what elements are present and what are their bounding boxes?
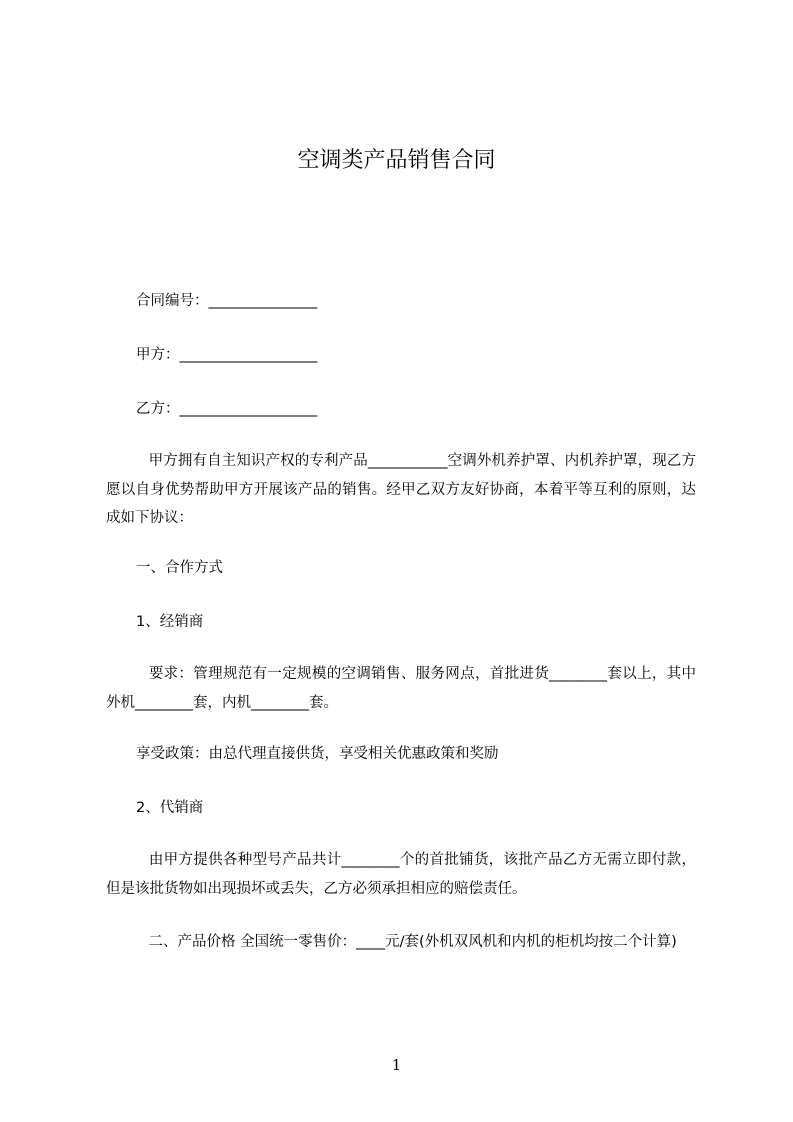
item-1-heading: 1、经销商 [136,614,204,630]
party-a-field: 甲方：___________________ [136,347,318,363]
section-1-heading: 一、合作方式 [136,560,223,576]
item-2-heading: 2、代销商 [136,800,204,816]
intro-paragraph: 甲方拥有自主知识产权的专利产品___________空调外机养护罩、内机养护罩，现乙方愿以自身优势帮助甲方开展该产品的销售。经甲乙双方友好协商，本着平等互利的原则，达成如下协议： [106,453,696,526]
party-b-field: 乙方：___________________ [136,401,318,417]
page-number: 1 [391,1056,402,1074]
item-1-policy: 享受政策：由总代理直接供货，享受相关优惠政策和奖励 [136,746,499,762]
contract-number-field: 合同编号：_______________ [136,293,318,309]
item-1-requirement-paragraph: 要求：管理规范有一定规模的空调销售、服务网点，首批进货________套以上，其中外机________套，内机________套。 [106,666,696,711]
section-2-paragraph: 二、产品价格 全国统一零售价：____元/套(外机双风机和内机的柜机均按二个计算) [134,934,677,950]
document-title: 空调类产品销售合同 [297,148,496,173]
item-2-paragraph: 由甲方提供各种型号产品共计________个的首批铺货，该批产品乙方无需立即付款，但是该批货物如出现损坏或丢失，乙方必须承担相应的赔偿责任。 [106,852,696,897]
